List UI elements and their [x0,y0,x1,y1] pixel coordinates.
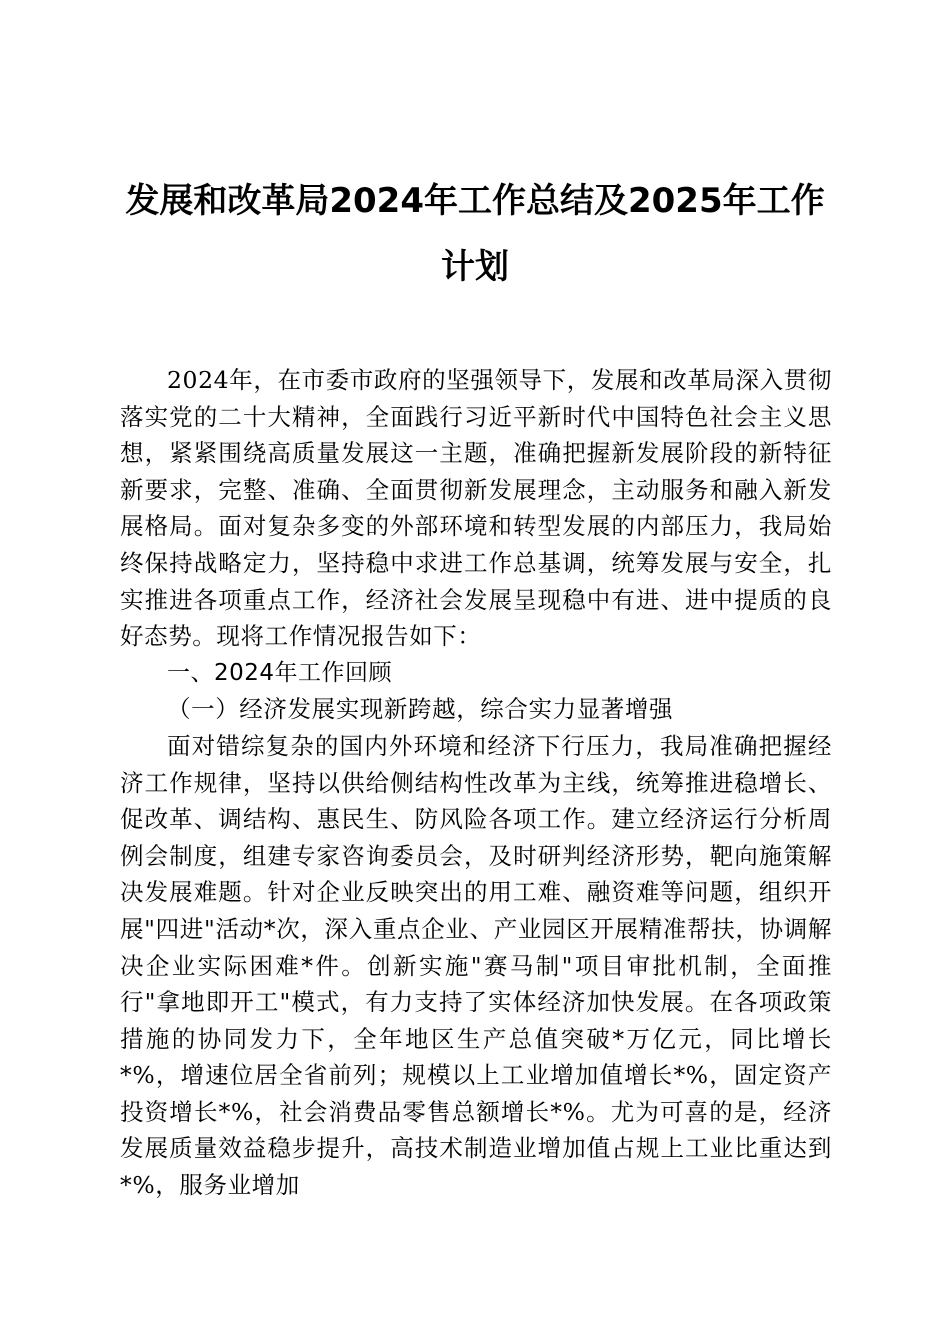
section-heading: 一、2024年工作回顾 [167,659,393,686]
title-line-2: 计划 [441,247,509,287]
title-line-1: 发展和改革局2024年工作总结及2025年工作 [125,181,825,221]
subsection-heading: （一）经济发展实现新跨越，综合实力显著增强 [167,695,674,724]
document-title [120,168,830,300]
document-body [120,362,832,1204]
intro-paragraph: 2024年，在市委市政府的坚强领导下，发展和改革局深入贯彻落实党的二十大精神，全面践行习近平新时代中国特色社会主义思想，紧紧围绕高质量发展这一主题，准确把握新发展阶段的新特征新要求，完整、准确、全面贯彻新发展理念，主动服务和融入新发展格局。面对复杂多变的外部环境和转型发展的内部压力，我局始终保持战略定力，坚持稳中求进工作总基调，统筹发展与安全，扎实推进各项重点工作，经济社会发展呈现稳中有进、进中提质的良好态势。现将工作情况报告如下： [120,366,832,651]
body-paragraph: 面对错综复杂的国内外环境和经济下行压力，我局准确把握经济工作规律，坚持以供给侧结构性改革为主线，统筹推进稳增长、促改革、调结构、惠民生、防风险各项工作。建立经济运行分析周例会制度，组建专家咨询委员会，及时研判经济形势，靶向施策解决发展难题。针对企业反映突出的用工难、融资难等问题，组织开展"四进"活动*次，深入重点企业、产业园区开展精准帮扶，协调解决企业实际困难*件。创新实施"赛马制"项目审批机制，全面推行"拿地即开工"模式，有力支持了实体经济加快发展。在各项政策措施的协同发力下，全年地区生产总值突破*万亿元，同比增长*%，增速位居全省前列；规模以上工业增加值增长*%，固定资产投资增长*%，社会消费品零售总额增长*%。尤为可喜的是，经济发展质量效益稳步提升，高技术制造业增加值占规上工业比重达到*%，服务业增加 [120,731,832,1200]
